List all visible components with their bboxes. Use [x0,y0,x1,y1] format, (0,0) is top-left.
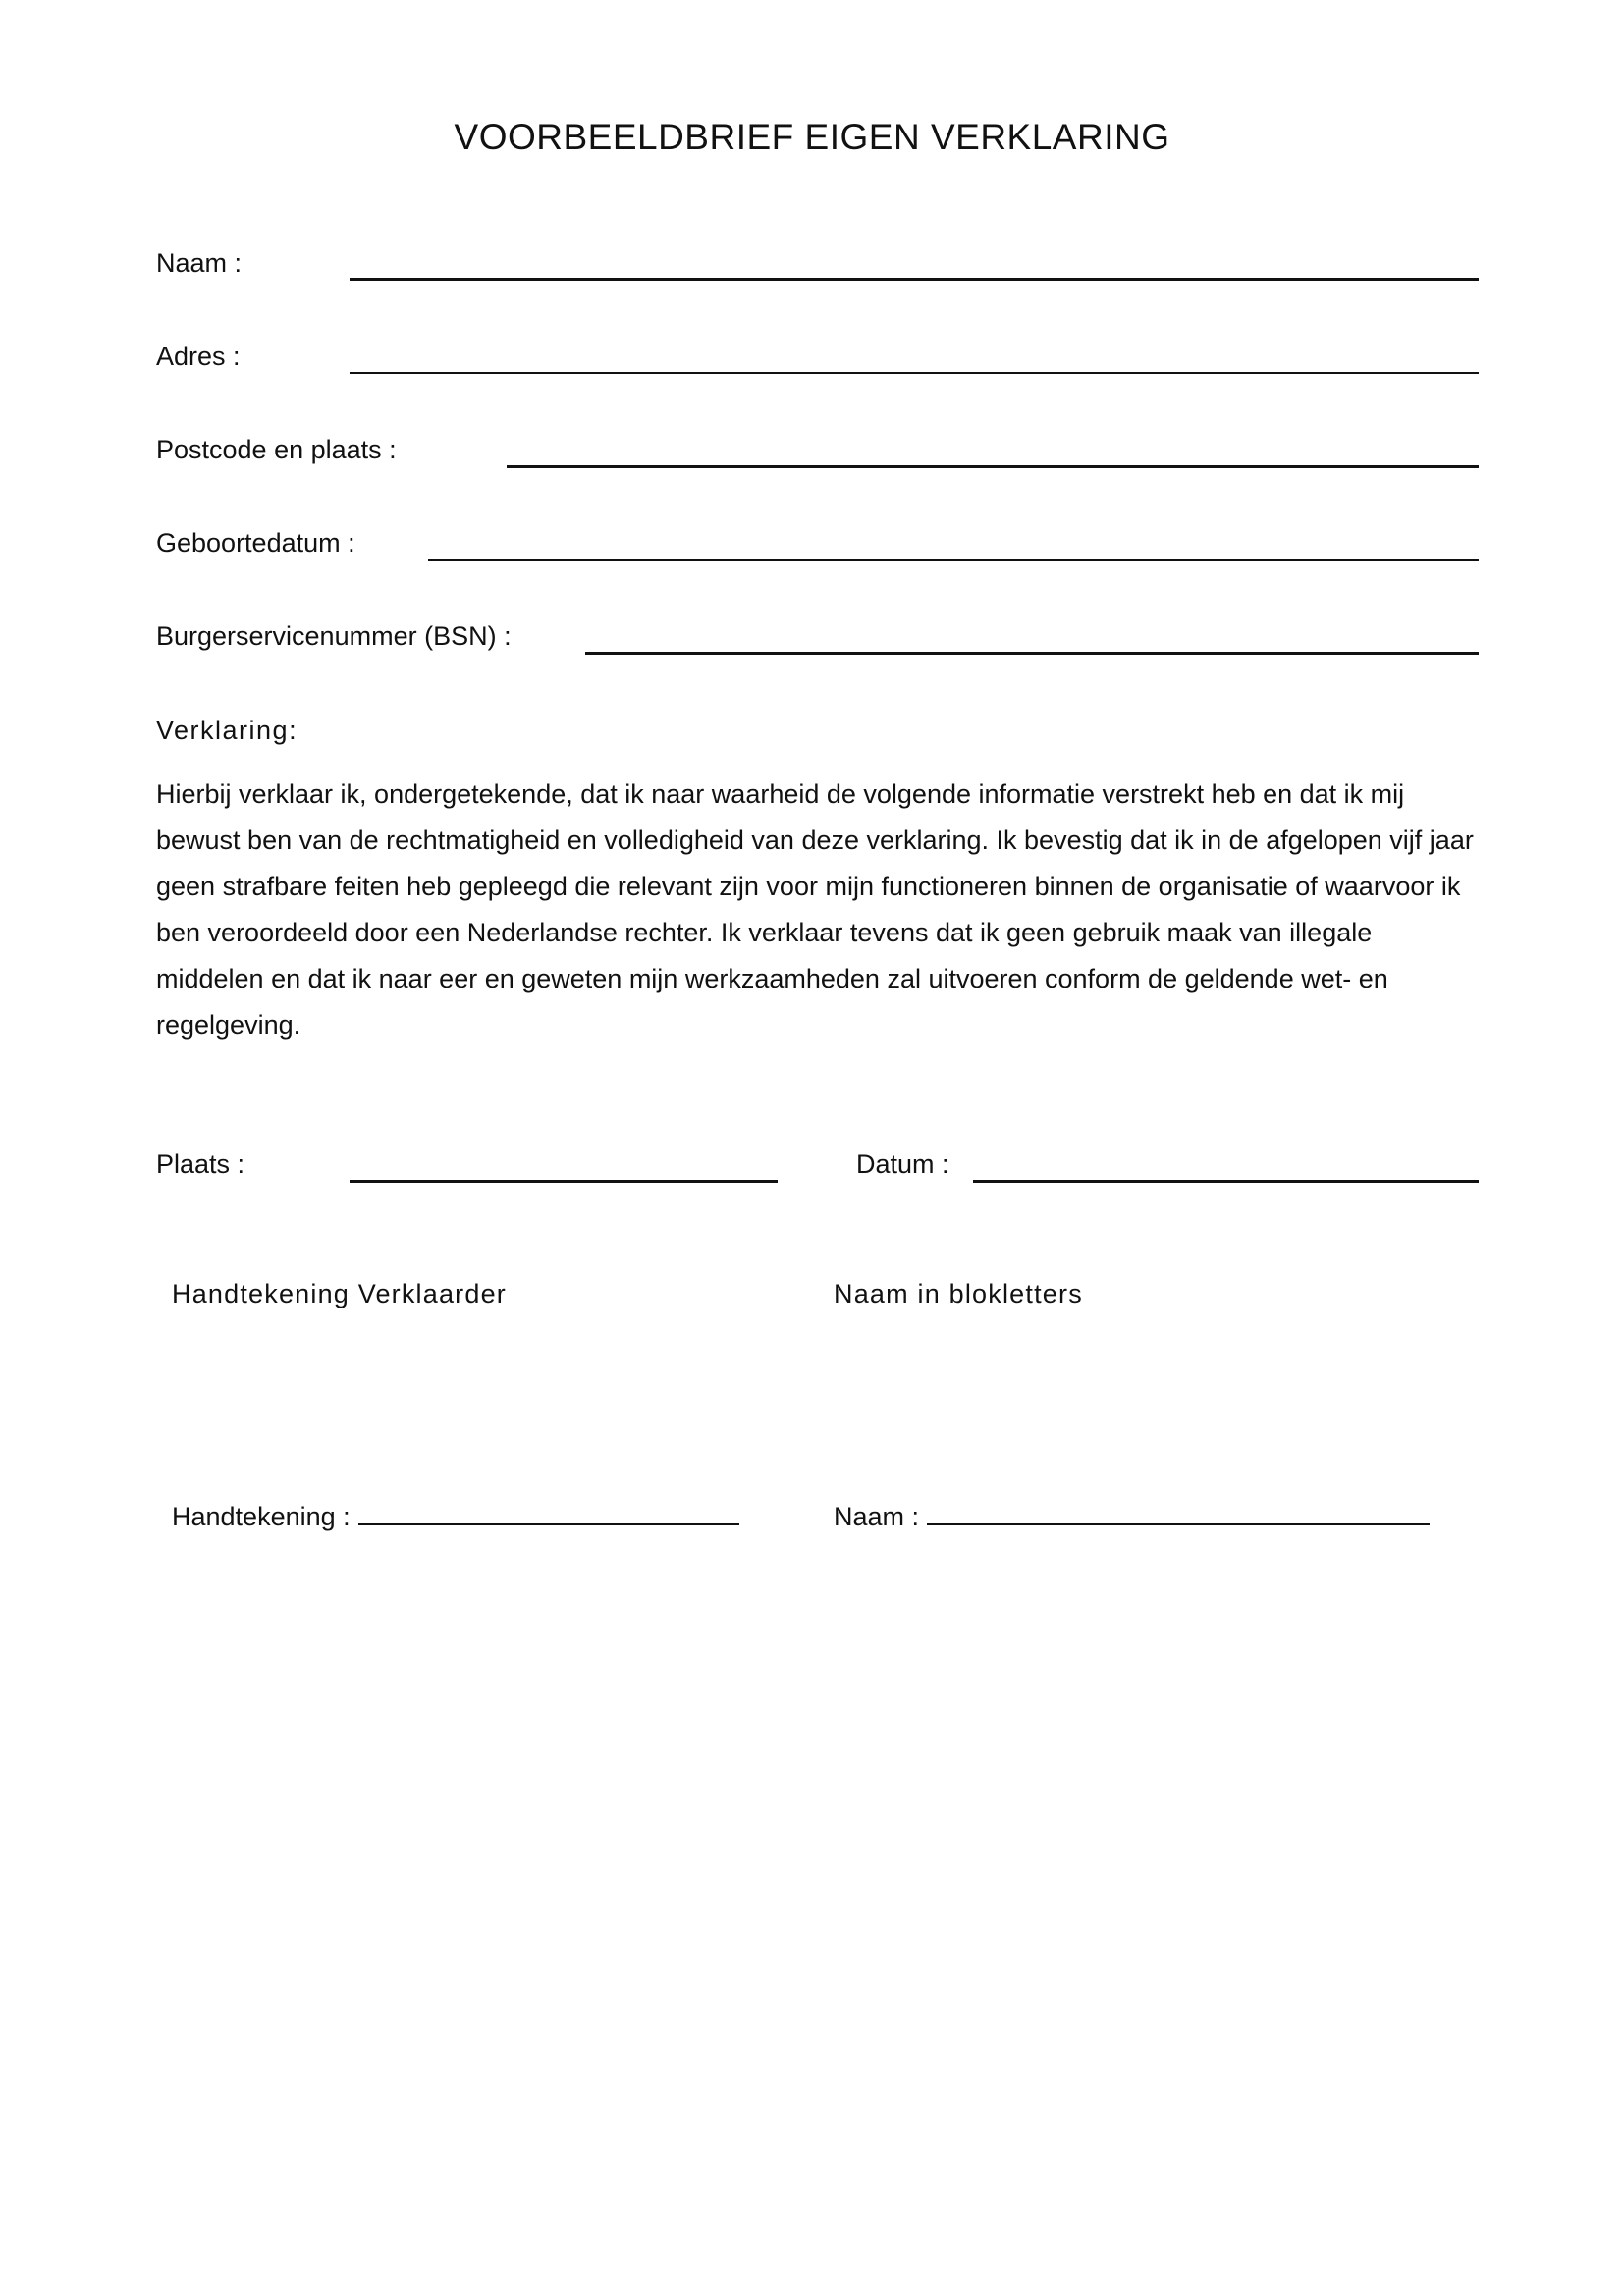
signature-heading: Handtekening Verklaarder [172,1279,508,1308]
naam-signature-label: Naam : [834,1502,920,1531]
handtekening-row [172,1498,739,1532]
handtekening-label: Handtekening : [172,1502,351,1531]
document-title: VOORBEELDBRIEF EIGEN VERKLARING [454,117,1170,157]
datum-input-line[interactable] [973,1180,1479,1183]
naam-input-line[interactable] [350,278,1479,281]
bsn-label: Burgerservicenummer (BSN) : [156,621,512,651]
geboortedatum-input-line[interactable] [428,559,1479,561]
declaration-text: Hierbij verklaar ik, ondergetekende, dat ik naar waarheid de volgende informatie verstrekt heb en dat ik mij bewust ben van de rechtmatigheid en volledigheid van deze verklaring. Ik bevestig dat ik in de afgelopen vijf jaar geen strafbare feiten heb gepleegd die relevant zijn voor mijn functioneren binnen de organisatie of waarvoor ik ben veroordeeld door een Nederlandse rechter. Ik verklaar tevens dat ik geen gebruik maak van illegale middelen en dat ik naar eer en geweten mijn werkzaamheden zal uitvoeren conform de geldende wet- en regelgeving. [156,779,1474,1040]
bsn-input-line[interactable] [585,652,1479,655]
handtekening-input-line[interactable] [358,1498,739,1525]
geboortedatum-label: Geboortedatum : [156,528,355,558]
postcode-plaats-label: Postcode en plaats : [156,435,397,464]
plaats-label: Plaats : [156,1149,245,1179]
adres-input-line[interactable] [350,372,1479,374]
adres-label: Adres : [156,342,241,371]
datum-label: Datum : [856,1149,949,1179]
block-letters-heading: Naam in blokletters [834,1279,1083,1308]
plaats-input-line[interactable] [350,1180,778,1183]
postcode-plaats-input-line[interactable] [507,465,1479,468]
declaration-heading: Verklaring: [156,716,298,745]
naam-label: Naam : [156,248,243,278]
naam-signature-row [834,1498,1430,1532]
naam-signature-input-line[interactable] [927,1498,1430,1525]
